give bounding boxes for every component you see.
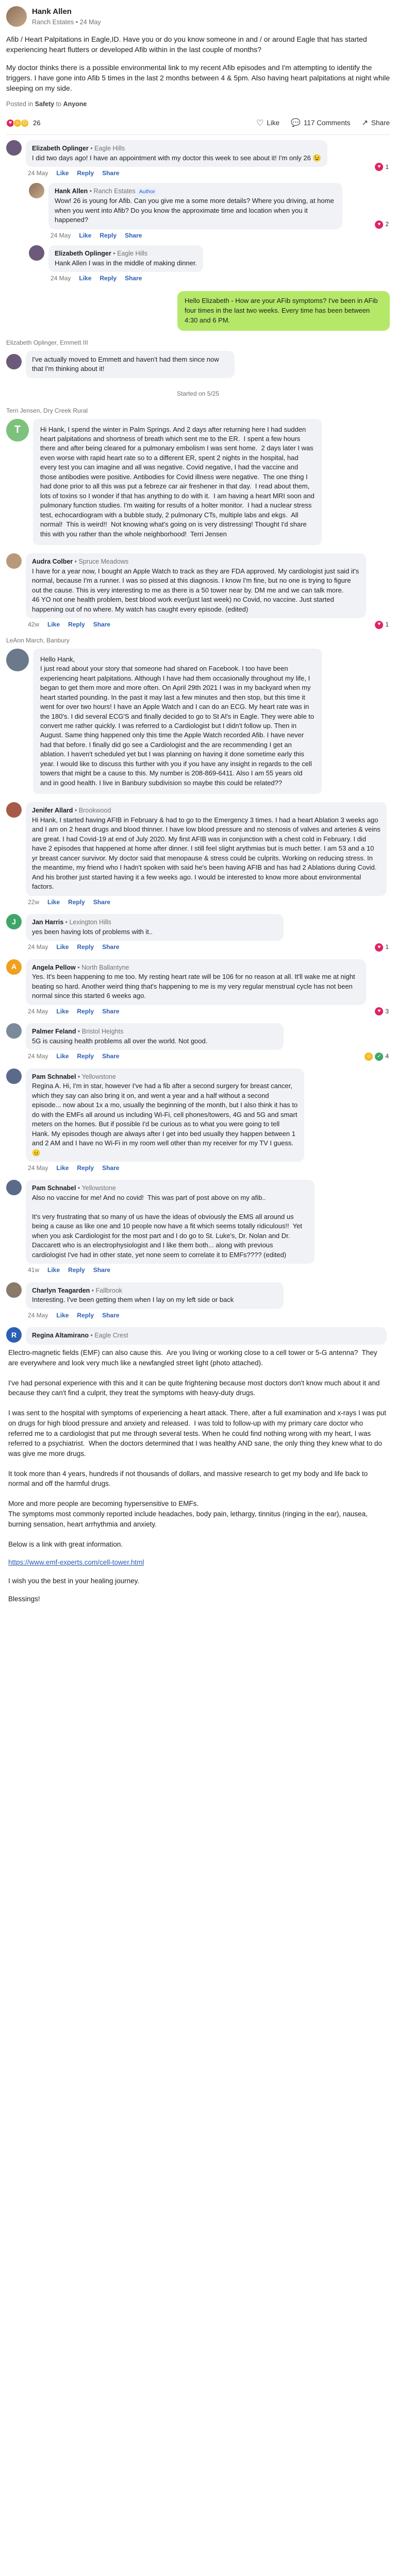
message-row [0, 351, 396, 378]
separator: • [88, 188, 94, 195]
commenter-name[interactable]: Palmer Feland [32, 1028, 76, 1035]
commenter-neighborhood[interactable]: Brookwood [78, 807, 111, 815]
comment-text: Wow! 26 is young for Afib. Can you give me a some more details? Where you driving, at home when you went into Afib? Do you know the approximate time and location when you it happened? [55, 197, 334, 224]
commenter-name[interactable]: Audra Colber [32, 558, 73, 565]
comment-time: 24 May [28, 1053, 48, 1060]
avatar[interactable] [6, 553, 22, 569]
separator: • [90, 1286, 96, 1294]
thumbs-up-icon: ✓ [375, 1053, 383, 1061]
posted-in-label: Posted in [6, 100, 34, 108]
post-time: 24 May [79, 18, 101, 26]
commenter-neighborhood[interactable]: Eagle Hills [94, 144, 125, 152]
comment-body [0, 1345, 396, 1604]
comment-text: Electro-magnetic fields (EMF) can also cause this. Are you living or working close to a cell tower or 5-G antenna? They are everywhere and look very much like a newfangled street light (photo attached). I've had personal experience with this and it can be quite frightening because most doctors don't know much about it and because they can't find a culprit, they treat the symptoms with heavy-duty drugs. I was sent to the hospital with symptoms of experiencing a heart attack. There, after a full examination and x-rays I was put on drugs for high blood pressure and anxiety and released. I was told to follow-up with my primary care doctor who referred me to a cardiologist that put me through several tests. When he could find nothing wrong with my heart, I was referred to a psychiatrist. When the doctors determined that I was healthy AND sane, the only thing they knew what to do was give me more drugs. It took more than 4 years, hundreds if not thousands of dollars, and massive research to get my body and life back to normal and off the harmful drugs. More and more people are becoming hypersensitive to EMFs. The symptoms most commonly reported include headaches, body pain, lethargy, tinnitus (ringing in the ear), nausea, burning sensation, heart arrhythmia and anxiety. Below is a link with great information. [8, 1349, 386, 1548]
comment-reactions[interactable] [365, 1052, 389, 1061]
comment-share-button[interactable]: Share [93, 621, 111, 629]
avatar[interactable] [29, 183, 44, 198]
comment-share-button[interactable]: Share [102, 170, 120, 177]
comment-bubble [26, 802, 387, 895]
avatar[interactable] [29, 245, 44, 261]
comment-text: 5G is causing health problems all over the world. Not good. [32, 1037, 208, 1045]
commenter-neighborhood[interactable]: Yellowstone [81, 1073, 116, 1080]
separator: • [76, 1028, 82, 1035]
comment-bubble [48, 183, 342, 229]
commenter-name[interactable]: Pam Schnabel [32, 1184, 76, 1192]
commenter-neighborhood[interactable]: Bristol Heights [81, 1028, 124, 1035]
message-sender-header: LeAnn March, Banbury [6, 637, 70, 645]
comment-text: Hank Allen I was in the middle of making dinner. [55, 259, 197, 267]
comment-text: Interesting. I've been getting them when I lay on my left side or back [32, 1296, 234, 1304]
comment-reply-button[interactable]: Reply [68, 898, 85, 906]
commenter-neighborhood[interactable]: Fallbrook [95, 1286, 123, 1294]
comment-like-button[interactable]: Like [47, 621, 60, 629]
comment-count: 117 Comments [303, 119, 351, 127]
audience-link[interactable]: Anyone [63, 100, 87, 108]
avatar[interactable] [6, 1069, 22, 1084]
post-header [6, 6, 390, 27]
comment-time: 24 May [28, 1164, 48, 1172]
commenter-name[interactable]: Jan Harris [32, 918, 64, 926]
comment-reply-button[interactable]: Reply [100, 275, 117, 282]
comment-like-button[interactable]: Like [79, 275, 92, 282]
comment-reactions[interactable] [375, 620, 389, 629]
comment-reactions[interactable] [375, 1007, 389, 1016]
heart-icon: ♥ [375, 221, 383, 229]
like-label: Like [267, 119, 280, 127]
author-badge: Author [137, 188, 157, 196]
comment-bubble [26, 1282, 284, 1309]
reaction-count: 3 [385, 1007, 389, 1015]
comment-like-button[interactable]: Like [56, 1311, 69, 1319]
comment-reactions[interactable] [375, 220, 389, 229]
post [0, 0, 396, 135]
conversation-divider: Started on 5/25 [176, 389, 220, 397]
separator: • [88, 1332, 95, 1340]
comment-reply-button[interactable]: Reply [68, 621, 85, 629]
comment [0, 1069, 396, 1173]
message-bubble: Hello Hank, I just read about your story that someone had shared on Facebook. I too have been experiencing heart palpitations. Although I have had them occasionally throughout my life, I began to get them more and more often. On April 29th 2021 I was in my backyard when my heart started pounding. In the past it may last a few minutes and then stop, but this time it went for over two hours! I have an Apple Watch and I can do an ECG. My heart rate was in the 180's. I did several ECG'S and finally decided to go to St Al's in Eagle. They were able to convert me rather quickly. I was referred to a Cardiologist but I didn't follow up. Then in August. Same thing happened only this time the Apple Watch recorded Afib. I have never had that before. I finally did go see a Cardiologist and the are recommending I get an ablation. I haven't scheduled yet but I was planning on having it done sometime early this year. I would like to discuss this further with you if you have any insight in regards to the cell towers that might be a cause to this. My number is 208-869-6411. Also I am 55 years old and in good health. I live in Banbury subdivision so maybe this could be related?? [33, 649, 322, 794]
avatar[interactable]: J [6, 914, 22, 929]
commenter-name[interactable]: Elizabeth Oplinger [55, 249, 111, 257]
comment-reply-button[interactable]: Reply [77, 170, 94, 177]
comment-share-button[interactable]: Share [102, 1053, 120, 1060]
comment-time: 24 May [51, 231, 71, 239]
comment-time: 41w [28, 1266, 40, 1274]
haha-reaction-icon: ☺ [13, 119, 22, 127]
message-row [0, 283, 396, 336]
comment-share-button[interactable]: Share [102, 1164, 120, 1172]
comment-text: Yes. It's been happening to me too. My resting heart rate will be 106 for no reason at all. It'll wake me at night beating so hard. Another weird thing that's happening to me is my very regular menstrual cycle has not been normal since this started 6 weeks ago. [32, 973, 355, 1000]
category-link[interactable]: Safety [35, 100, 55, 108]
comment-signoff: Blessings! [8, 1595, 40, 1603]
comment-bubble [48, 245, 203, 272]
commenter-name[interactable]: Pam Schnabel [32, 1073, 76, 1080]
comment-share-button[interactable]: Share [93, 898, 111, 906]
message-bubble: I've actually moved to Emmett and haven't had them since now that I'm thinking about it! [26, 351, 235, 378]
like-icon: ♡ [256, 118, 264, 128]
separator: • [76, 1184, 82, 1192]
heart-icon: ♥ [375, 163, 383, 171]
separator: • [73, 558, 79, 565]
comment-text: Hi Hank, I started having AFIB in February & had to go to the Emergency 3 times. I had a heart Ablation 3 weeks ago and I am on 2 heart drugs and blood thinner. I have low blood pressure and no stenosis of valves and arteries & veins are great. I had Covid-19 at end of July 2020. My first AFIB was in conjunction with a chest cold in February. I did have 2 episodes that happened at home after dinner. I still feel slight arythmias but is much better. I am 53 and a 10 yr breast cancer survivor. My doctor said that menopause & stress could be culprits. Working on reducing stress. In the meantime, my friend who I hadn't spoken with said he's been having AFIB and has had 2 Ablations during Covid. And his brother just started having it a few weeks ago. I would be interested to know more about environmental factors. [32, 816, 381, 891]
post-paragraph: My doctor thinks there is a possible environmental link to my recent Afib episodes and I'm attempting to identify the triggers. I have gone into Afib 5 times in the last 2 months between 4 & 5pm. Also having heart palpitations at night while sleeping on my side. [6, 63, 390, 93]
comment [0, 553, 396, 629]
comment-closing: I wish you the best in your healing journey. [8, 1577, 140, 1585]
comment-icon: 💬 [291, 118, 301, 128]
reaction-count: 1 [385, 163, 389, 171]
comment-like-button[interactable]: Like [47, 1266, 60, 1274]
separator: • [111, 249, 118, 257]
comment-reply-button[interactable]: Reply [77, 1164, 94, 1172]
comment-reply-button[interactable]: Reply [77, 1311, 94, 1319]
avatar[interactable]: R [6, 1327, 22, 1343]
comment-share-button[interactable]: Share [102, 1311, 120, 1319]
avatar[interactable] [6, 1023, 22, 1039]
share-label: Share [371, 119, 390, 127]
comment-text: yes been having lots of problems with it.. [32, 927, 153, 936]
message-sender-header: Elizabeth Oplinger, Emmett III [6, 339, 88, 347]
comment-text: Also no vaccine for me! And no covid! This was part of post above on my afib.. It's very frustrating that so many of us have the ideas of obviously the EMS all around us being a cause as like one and 10 people now have a fit which seems totally ridiculous!! Yet when you ask Cardiologist for the most part and I do go to St. Luke's, Dr. Nolan and Dr. Daccarett who is an electrophysiologist and I like them both... along with previous cardiologist I've had in other state, yet none seem to correlate it to EMFs???? (edited) [32, 1194, 302, 1259]
avatar[interactable]: T [6, 419, 29, 442]
commenter-neighborhood[interactable]: Yellowstone [81, 1184, 116, 1192]
comment [0, 140, 396, 178]
comment-like-button[interactable]: Like [47, 898, 60, 906]
reaction-count: 1 [385, 943, 389, 951]
comment-bubble [26, 1023, 284, 1050]
haha-icon: ☺ [365, 1053, 373, 1061]
avatar[interactable] [6, 1180, 22, 1195]
comment-reply-button[interactable]: Reply [68, 1266, 85, 1274]
commenter-neighborhood[interactable]: Eagle Crest [94, 1332, 128, 1340]
share-button[interactable] [361, 117, 390, 129]
reaction-count: 4 [385, 1053, 389, 1060]
avatar[interactable]: A [6, 959, 22, 975]
commenter-name[interactable]: Charlyn Teagarden [32, 1286, 90, 1294]
comment-time: 24 May [28, 943, 48, 951]
reaction-count: 26 [33, 118, 41, 127]
post-action-bar [6, 114, 390, 135]
post-author[interactable]: Hank Allen [32, 7, 72, 16]
comment-reactions[interactable] [375, 943, 389, 952]
comment-like-button[interactable]: Like [56, 1053, 69, 1060]
comment-bubble [26, 553, 366, 618]
comment-time: 24 May [51, 275, 71, 282]
separator: • [73, 807, 79, 815]
reaction-count: 2 [385, 221, 389, 228]
comment-bubble [26, 1180, 315, 1264]
own-message-bubble: Hello Elizabeth - How are your AFib symptoms? I've been in AFib four times in the last two weeks. Every time has been between 4:30 and 6 PM. [177, 291, 390, 331]
comment-time: 22w [28, 898, 40, 906]
avatar[interactable] [6, 354, 22, 369]
separator: • [88, 144, 95, 152]
message-row [0, 649, 396, 794]
comment-text: Regina A. Hi, I'm in star, however I've had a fib after a second surgery for breast cancer, which they say can also bring it on, and went a year and a half without a second episode... now about 1x a mo, usually the beginning of the month, but I also think it has to do with the EMFs all around us including Wi-Fi, cell phones/towers, 4G and 5G and smart meters on the homes. But if possible I'd be curious as to what you were going to tell Hank. My episodes though are always after I get into bed usually they happen between 1 and 2 AM and I have no Wi-Fi in my room well other than my receiver for my TV I guess.😐 [32, 1082, 298, 1157]
comment-share-button[interactable]: Share [102, 1007, 120, 1015]
commenter-neighborhood[interactable]: Eagle Hills [117, 249, 148, 257]
message-group [0, 338, 396, 378]
neighborhood[interactable]: Ranch Estates [32, 18, 74, 26]
comment-reply-button[interactable]: Reply [77, 1053, 94, 1060]
comment-reply-button[interactable]: Reply [100, 231, 117, 239]
sad-reaction-icon: ☹ [21, 119, 29, 127]
comment-bubble [26, 140, 327, 167]
comment-bubble [26, 959, 366, 1005]
audience-to: to [56, 100, 62, 108]
avatar[interactable] [6, 802, 22, 818]
comment [0, 1023, 396, 1061]
heart-icon: ♥ [375, 1007, 383, 1015]
external-link[interactable]: https://www.emf-experts.com/cell-tower.html [8, 1558, 144, 1567]
commenter-neighborhood[interactable]: Lexington Hills [69, 918, 111, 926]
post-body [6, 34, 390, 93]
commenter-name[interactable]: Jenifer Allard [32, 807, 73, 815]
commenter-neighborhood[interactable]: Ranch Estates [93, 188, 136, 195]
heart-reaction-icon: ♥ [6, 119, 14, 127]
comment-reply-button[interactable]: Reply [77, 1007, 94, 1015]
comment-share-button[interactable]: Share [102, 943, 120, 951]
commenter-name[interactable]: Angela Pellow [32, 963, 76, 971]
avatar[interactable] [6, 140, 22, 156]
avatar[interactable] [6, 649, 29, 671]
comment-text: I did two days ago! I have an appointment with my doctor this week to see about it! I'm only 26 😉 [32, 154, 321, 162]
message-bubble: Hi Hank, I spend the winter in Palm Springs. And 2 days after returning here I had sudden heart palpitations and shortness of breath which sent me to the ER. I spent a few hours there and after being cleared for a pulmonary embolism I was sent home. 2 days later I was even worse with rapid heart rate so to a different ER, spent 2 nights in the hospital, had every test you can imagine and all was negative. Covid negative, I had the vaccine and those antibodies were positive. Antibodies for Covid illness were negative. The one thing I had done prior to all this was put a febreze car air freshener in that day. I read about them, lots of toxins so I wonder if that has anything to do with it. I am having a heart MRI soon and pulmonary function studies. I'm waiting for results of a holter monitor. I had a nuclear stress test, echocardiogram with a bubble study, 2 pulmonary CTs, multiple labs and ekgs. All normal! This is weird!! Not knowing what's going on is very distressing! Thought I'd share this with you rather than the whole neighborhood! Terri Jensen [33, 419, 322, 545]
comment-share-button[interactable]: Share [125, 275, 142, 282]
comment [0, 914, 396, 952]
message-row [0, 419, 396, 545]
comment-reply [0, 245, 396, 283]
comment-like-button[interactable]: Like [56, 1007, 69, 1015]
avatar[interactable] [6, 1282, 22, 1298]
commenter-neighborhood[interactable]: Spruce Meadows [78, 558, 129, 565]
message-group [0, 636, 396, 794]
heart-icon: ♥ [375, 943, 383, 952]
comment-text: I have for a year now, I bought an Apple Watch to track as they are FDA approved. My cardiologist just said it's normal, because I'm a runner. I was so pissed at this diagnosis. I know I'm fine, but no one is trying to figure out the cause. This is very interesting to me as there is a 50 tower near by. DM me and we can talk more. 46 YO not one health problem, best blood work ever(just last week) no Covid, no vaccine. Just started happening out of no where. My watch has caught every episode. (edited) [32, 567, 359, 613]
comment [0, 959, 396, 1016]
reaction-count: 1 [385, 621, 389, 629]
comment-time: 24 May [28, 1311, 48, 1319]
comment-bubble [26, 1327, 387, 1345]
comment-reactions[interactable] [375, 163, 389, 172]
share-icon: ↗ [361, 118, 368, 128]
comment-bubble [26, 1069, 304, 1162]
message-sender-header: Terri Jensen, Dry Creek Rural [6, 407, 88, 415]
posted-in [6, 99, 390, 109]
separator: • [75, 963, 82, 971]
comment [0, 802, 396, 907]
commenter-name[interactable]: Hank Allen [55, 188, 88, 195]
comment-like-button[interactable]: Like [56, 943, 69, 951]
commenter-name[interactable]: Regina Altamirano [32, 1332, 89, 1340]
comment-time: 24 May [28, 1007, 48, 1015]
reaction-summary[interactable] [6, 118, 40, 128]
comment [0, 1327, 396, 1345]
comment [0, 1180, 396, 1275]
comment-like-button[interactable]: Like [56, 170, 69, 177]
comment-time: 42w [28, 621, 40, 629]
comment-bubble [26, 914, 284, 941]
post-paragraph: Afib / Heart Palpitations in Eagle,ID. Have you or do you know someone in and / or around Eagle that has started experiencing heart flutters or developed Afib within in the last couple of months? [6, 35, 367, 54]
comment-share-button[interactable]: Share [93, 1266, 111, 1274]
comment-share-button[interactable]: Share [125, 231, 142, 239]
comment-like-button[interactable]: Like [56, 1164, 69, 1172]
comment-like-button[interactable]: Like [79, 231, 92, 239]
comment-time: 24 May [28, 170, 48, 177]
comment-reply-button[interactable]: Reply [77, 943, 94, 951]
separator: • [63, 918, 70, 926]
commenter-name[interactable]: Elizabeth Oplinger [32, 144, 89, 152]
heart-icon: ♥ [375, 621, 383, 629]
avatar[interactable] [6, 6, 27, 27]
message-group [0, 406, 396, 545]
like-button[interactable] [256, 117, 279, 129]
comments-button[interactable] [291, 117, 350, 129]
separator: • [76, 1073, 82, 1080]
comment-reply [0, 183, 396, 240]
post-meta: Ranch Estates • 24 May [32, 18, 101, 26]
commenter-neighborhood[interactable]: North Ballantyne [81, 963, 129, 971]
comment [0, 1282, 396, 1320]
